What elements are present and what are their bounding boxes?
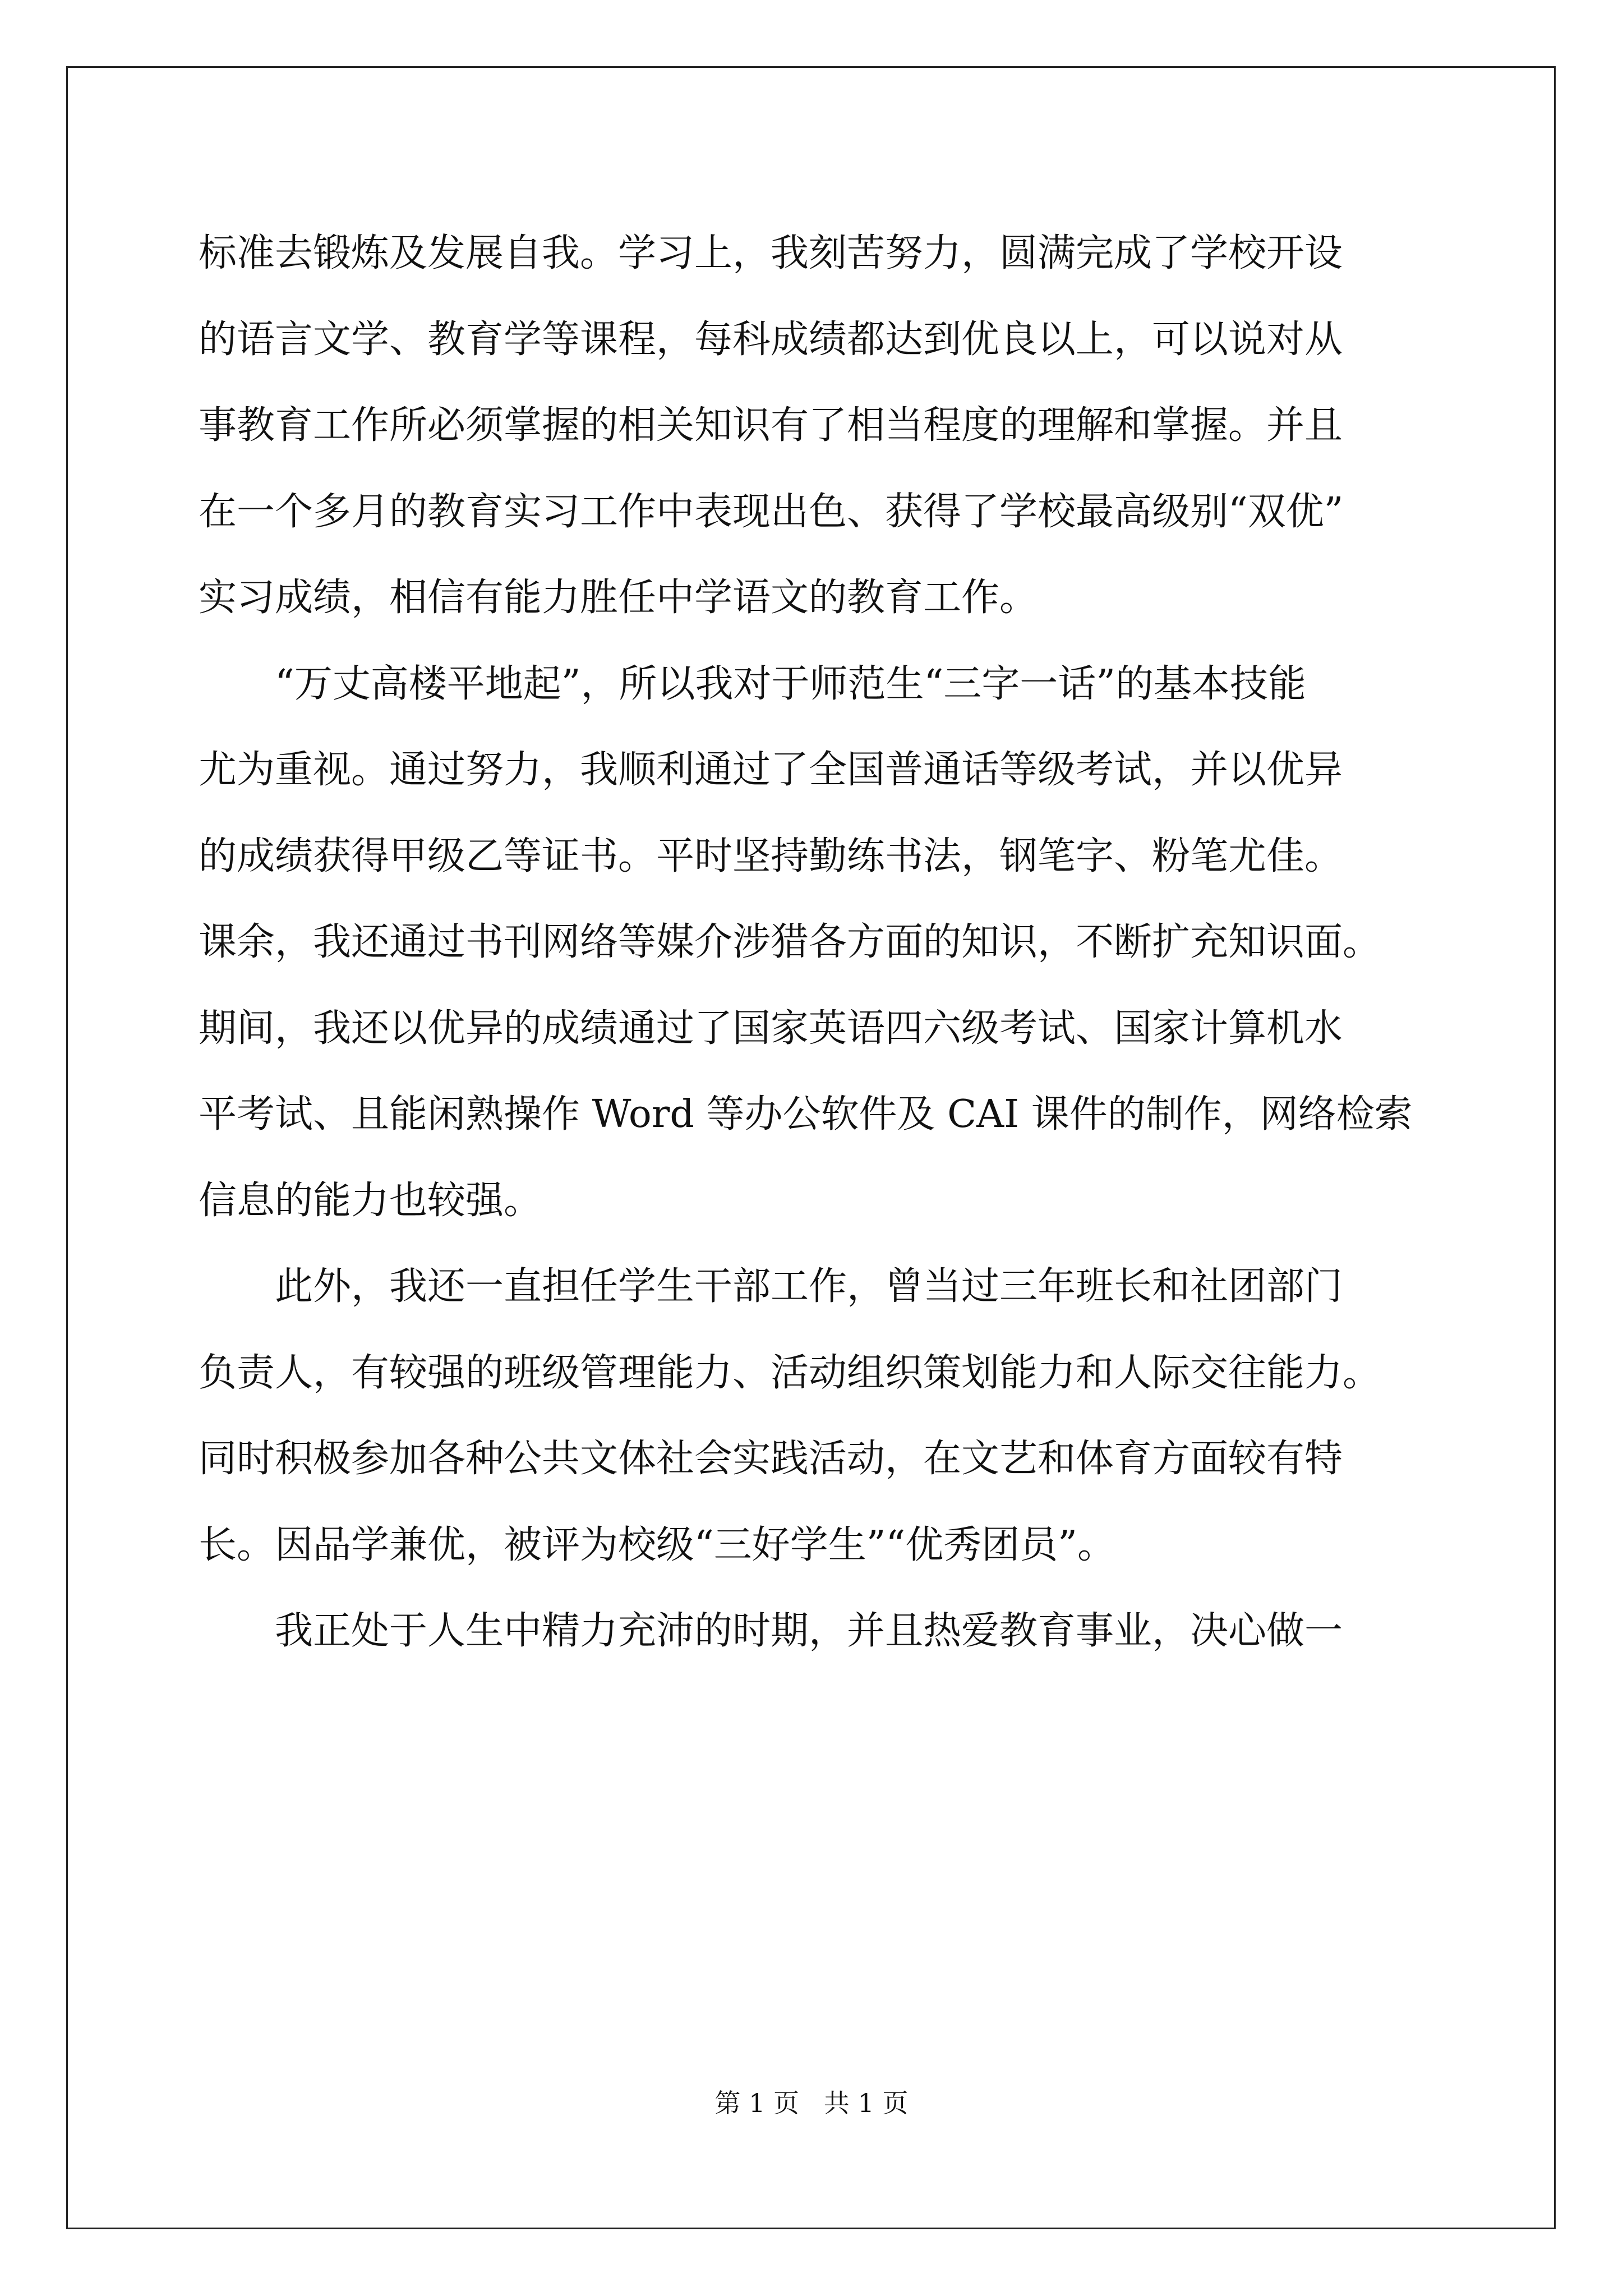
page-footer: 第 1 页 共 1 页 — [714, 2088, 909, 2118]
text-line: 我正处于人生中精力充沛的时期，并且热爱教育事业，决心做一 — [275, 1609, 1343, 1653]
text-line: 尤为重视。通过努力，我顺利通过了全国普通话等级考试，并以优异 — [199, 748, 1343, 792]
text-line: 实习成绩，相信有能力胜任中学语文的教育工作。 — [199, 576, 1038, 620]
text-line: 长。因品学兼优，被评为校级“三好学生”“优秀团员”。 — [199, 1522, 1116, 1567]
text-line: “万丈高楼平地起”，所以我对于师范生“三字一话”的基本技能 — [275, 661, 1307, 706]
text-line: 期间，我还以优异的成绩通过了国家英语四六级考试、国家计算机水 — [199, 1006, 1343, 1051]
text-line: 同时积极参加各种公共文体社会实践活动，在文艺和体育方面较有特 — [199, 1437, 1343, 1481]
text-line: 此外，我还一直担任学生干部工作，曾当过三年班长和社团部门 — [275, 1264, 1343, 1309]
text-line: 事教育工作所必须掌握的相关知识有了相当程度的理解和掌握。并且 — [199, 403, 1343, 448]
text-line: 标准去锻炼及发展自我。学习上，我刻苦努力，圆满完成了学校开设 — [199, 231, 1343, 275]
text-line: 课余，我还通过书刊网络等媒介涉猎各方面的知识，不断扩充知识面。 — [199, 920, 1381, 964]
text-line: 的语言文学、教育学等课程，每科成绩都达到优良以上，可以说对从 — [199, 317, 1343, 362]
text-line: 的成绩获得甲级乙等证书。平时坚持勤练书法，钢笔字、粉笔尤佳。 — [199, 834, 1343, 878]
text-line: 信息的能力也较强。 — [199, 1178, 542, 1223]
document-body — [199, 210, 1438, 1674]
text-line: 负责人，有较强的班级管理能力、活动组织策划能力和人际交往能力。 — [199, 1350, 1381, 1395]
text-line: 在一个多月的教育实习工作中表现出色、获得了学校最高级别“双优” — [199, 489, 1344, 534]
text-line: 平考试、且能闲熟操作 Word 等办公软件及 CAI 课件的制作，网络检索 — [199, 1092, 1413, 1137]
